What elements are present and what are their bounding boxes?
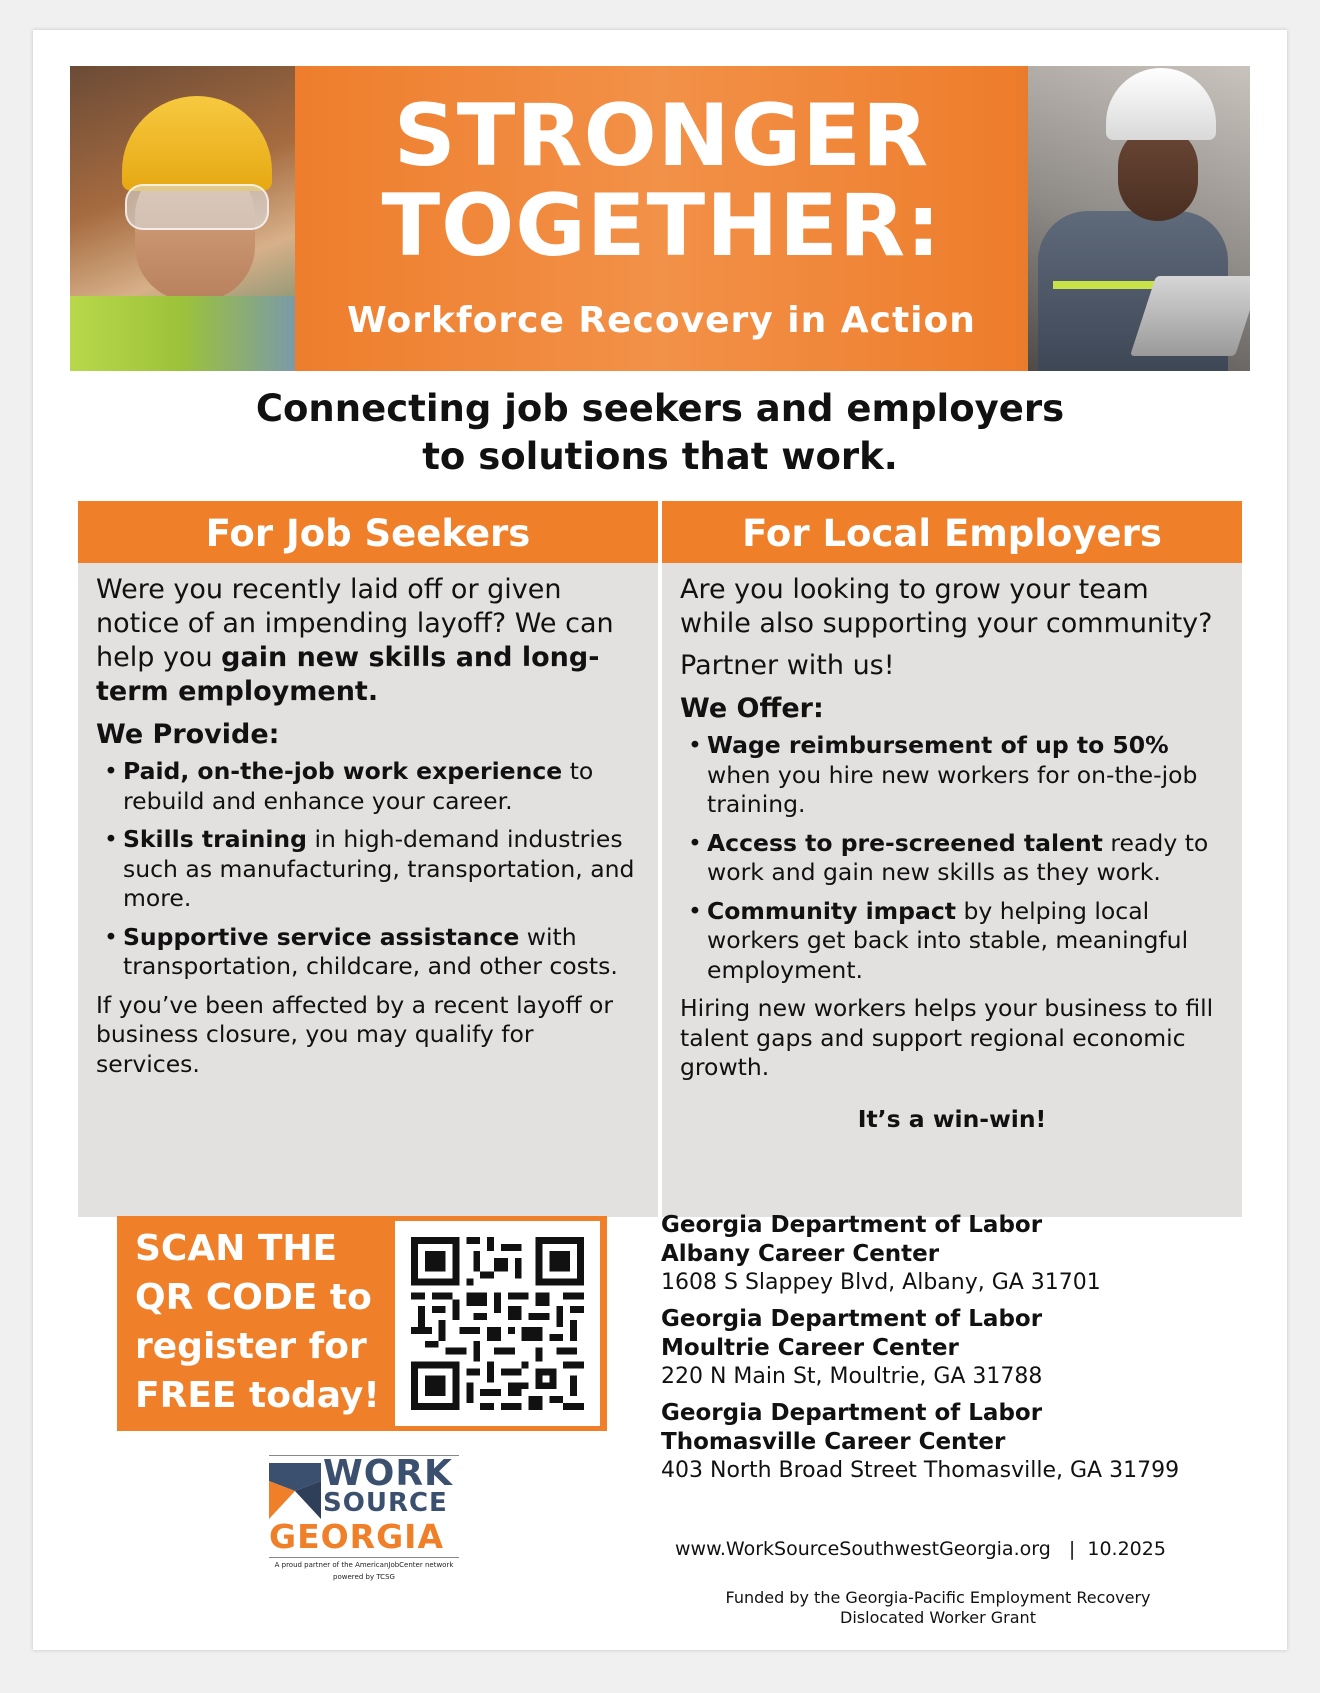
item-bold: Wage reimbursement of up to 50% [707, 731, 1169, 759]
list-item: • Community impact by helping local workers get back into stable, meaningful employment. [688, 896, 1189, 984]
flyer-page [33, 30, 1287, 1650]
banner-subtitle: Workforce Recovery in Action [347, 300, 976, 341]
qr-callout [117, 1216, 607, 1431]
tagline-line1: Connecting job seekers and employers [255, 387, 1065, 430]
office-org: Georgia Department of Labor [661, 1212, 1043, 1238]
office-org: Georgia Department of Labor [661, 1400, 1043, 1426]
offer-list [680, 731, 1224, 985]
list-item: • Skills training in high-demand industries such as manufacturing, transportation, and more. [104, 825, 635, 912]
qr-text-line: register for [135, 1326, 367, 1367]
office-albany [661, 1211, 1261, 1297]
tagline-line2: to solutions that work. [422, 435, 898, 478]
item-text: in high-demand industries such as manufacturing, transportation, and more. [123, 825, 635, 912]
office-list [661, 1211, 1261, 1493]
job-seekers-outro: If you’ve been affected by a recent layoff or business closure, you may qualify for services. [96, 990, 614, 1078]
intro-text: Were you recently laid off or given notice of an impending layoff? We can help you [96, 574, 614, 673]
job-seekers-heading: For Job Seekers [78, 501, 658, 563]
office-address: 1608 S Slappey Blvd, Albany, GA 31701 [661, 1270, 1101, 1295]
logo-work-text: WORK [323, 1453, 453, 1494]
we-offer-heading: We Offer: [680, 693, 824, 724]
worksource-mark-icon [269, 1463, 321, 1519]
employers-outro: Hiring new workers helps your business to fill talent gaps and support regional economic growth. [680, 994, 1214, 1081]
logo-georgia-text: GEORGIA [269, 1517, 444, 1556]
employers-intro: Are you looking to grow your team while also supporting your community? [680, 574, 1213, 639]
employers-panel [662, 501, 1242, 1217]
worker-photo-right [1028, 66, 1250, 371]
qr-text-line: FREE today! [135, 1375, 380, 1416]
office-thomasville [661, 1399, 1261, 1485]
logo-partner-text: A proud partner of the AmericanJobCenter network [274, 1561, 454, 1569]
qr-code-icon [411, 1237, 584, 1410]
office-center: Thomasville Career Center [661, 1429, 1006, 1455]
partner-text: Partner with us! [680, 650, 895, 681]
banner-title-line1: STRONGER [393, 86, 930, 186]
office-address: 403 North Broad Street Thomasville, GA 31799 [661, 1458, 1180, 1483]
list-item: • Wage reimbursement of up to 50% when you hire new workers for on-the-job training. [688, 731, 1198, 818]
item-bold: Paid, on-the-job work experience [123, 757, 563, 785]
item-text: to rebuild and enhance your career. [123, 757, 594, 815]
qr-code[interactable] [395, 1221, 600, 1426]
item-text: ready to work and gain new skills as they work. [707, 828, 1209, 886]
employers-heading: For Local Employers [662, 501, 1242, 563]
list-item: • Access to pre-screened talent ready to work and gain new skills as they work. [688, 828, 1209, 886]
header-banner [70, 66, 1250, 371]
worksource-georgia-logo [269, 1453, 459, 1581]
worker-photo-left [70, 66, 295, 371]
item-bold: Skills training [123, 825, 307, 853]
item-bold: Community impact [707, 896, 956, 925]
item-bold: Supportive service assistance [123, 922, 520, 951]
logo-source-text: SOURCE [323, 1488, 448, 1518]
funding-line: Funded by the Georgia-Pacific Employment Recovery [725, 1588, 1151, 1607]
provide-list [96, 757, 640, 982]
office-org: Georgia Department of Labor [661, 1306, 1043, 1332]
list-item: • Supportive service assistance with transportation, childcare, and other costs. [104, 922, 618, 980]
intro-bold-text: gain new skills and long-term employment. [96, 642, 600, 707]
list-item: • Paid, on-the-job work experience to rebuild and enhance your career. [104, 757, 594, 815]
item-text: by helping local workers get back into stable, meaningful employment. [707, 896, 1189, 984]
website-and-date[interactable]: www.WorkSourceSouthwestGeorgia.org | 10.2025 [675, 1538, 1166, 1560]
tagline [33, 385, 1287, 481]
office-center: Albany Career Center [661, 1241, 940, 1267]
we-provide-heading: We Provide: [96, 719, 280, 750]
job-seekers-panel [78, 501, 658, 1217]
funding-note [673, 1588, 1203, 1628]
win-win-text: It’s a win-win! [857, 1104, 1047, 1133]
office-address: 220 N Main St, Moultrie, GA 31788 [661, 1364, 1043, 1389]
qr-text-line: SCAN THE [135, 1228, 338, 1269]
office-center: Moultrie Career Center [661, 1335, 959, 1361]
qr-callout-text [135, 1224, 380, 1420]
item-text: when you hire new workers for on-the-job training. [707, 760, 1198, 818]
job-seekers-intro [96, 573, 640, 709]
item-bold: Access to pre-screened talent [707, 828, 1103, 857]
banner-title-line2: TOGETHER: [381, 176, 942, 276]
office-moultrie [661, 1305, 1261, 1391]
funding-line: Dislocated Worker Grant [840, 1608, 1036, 1627]
item-text: with transportation, childcare, and other costs. [123, 922, 618, 980]
logo-powered-text: powered by TCSG [333, 1573, 395, 1581]
qr-text-line: QR CODE to [135, 1277, 372, 1318]
